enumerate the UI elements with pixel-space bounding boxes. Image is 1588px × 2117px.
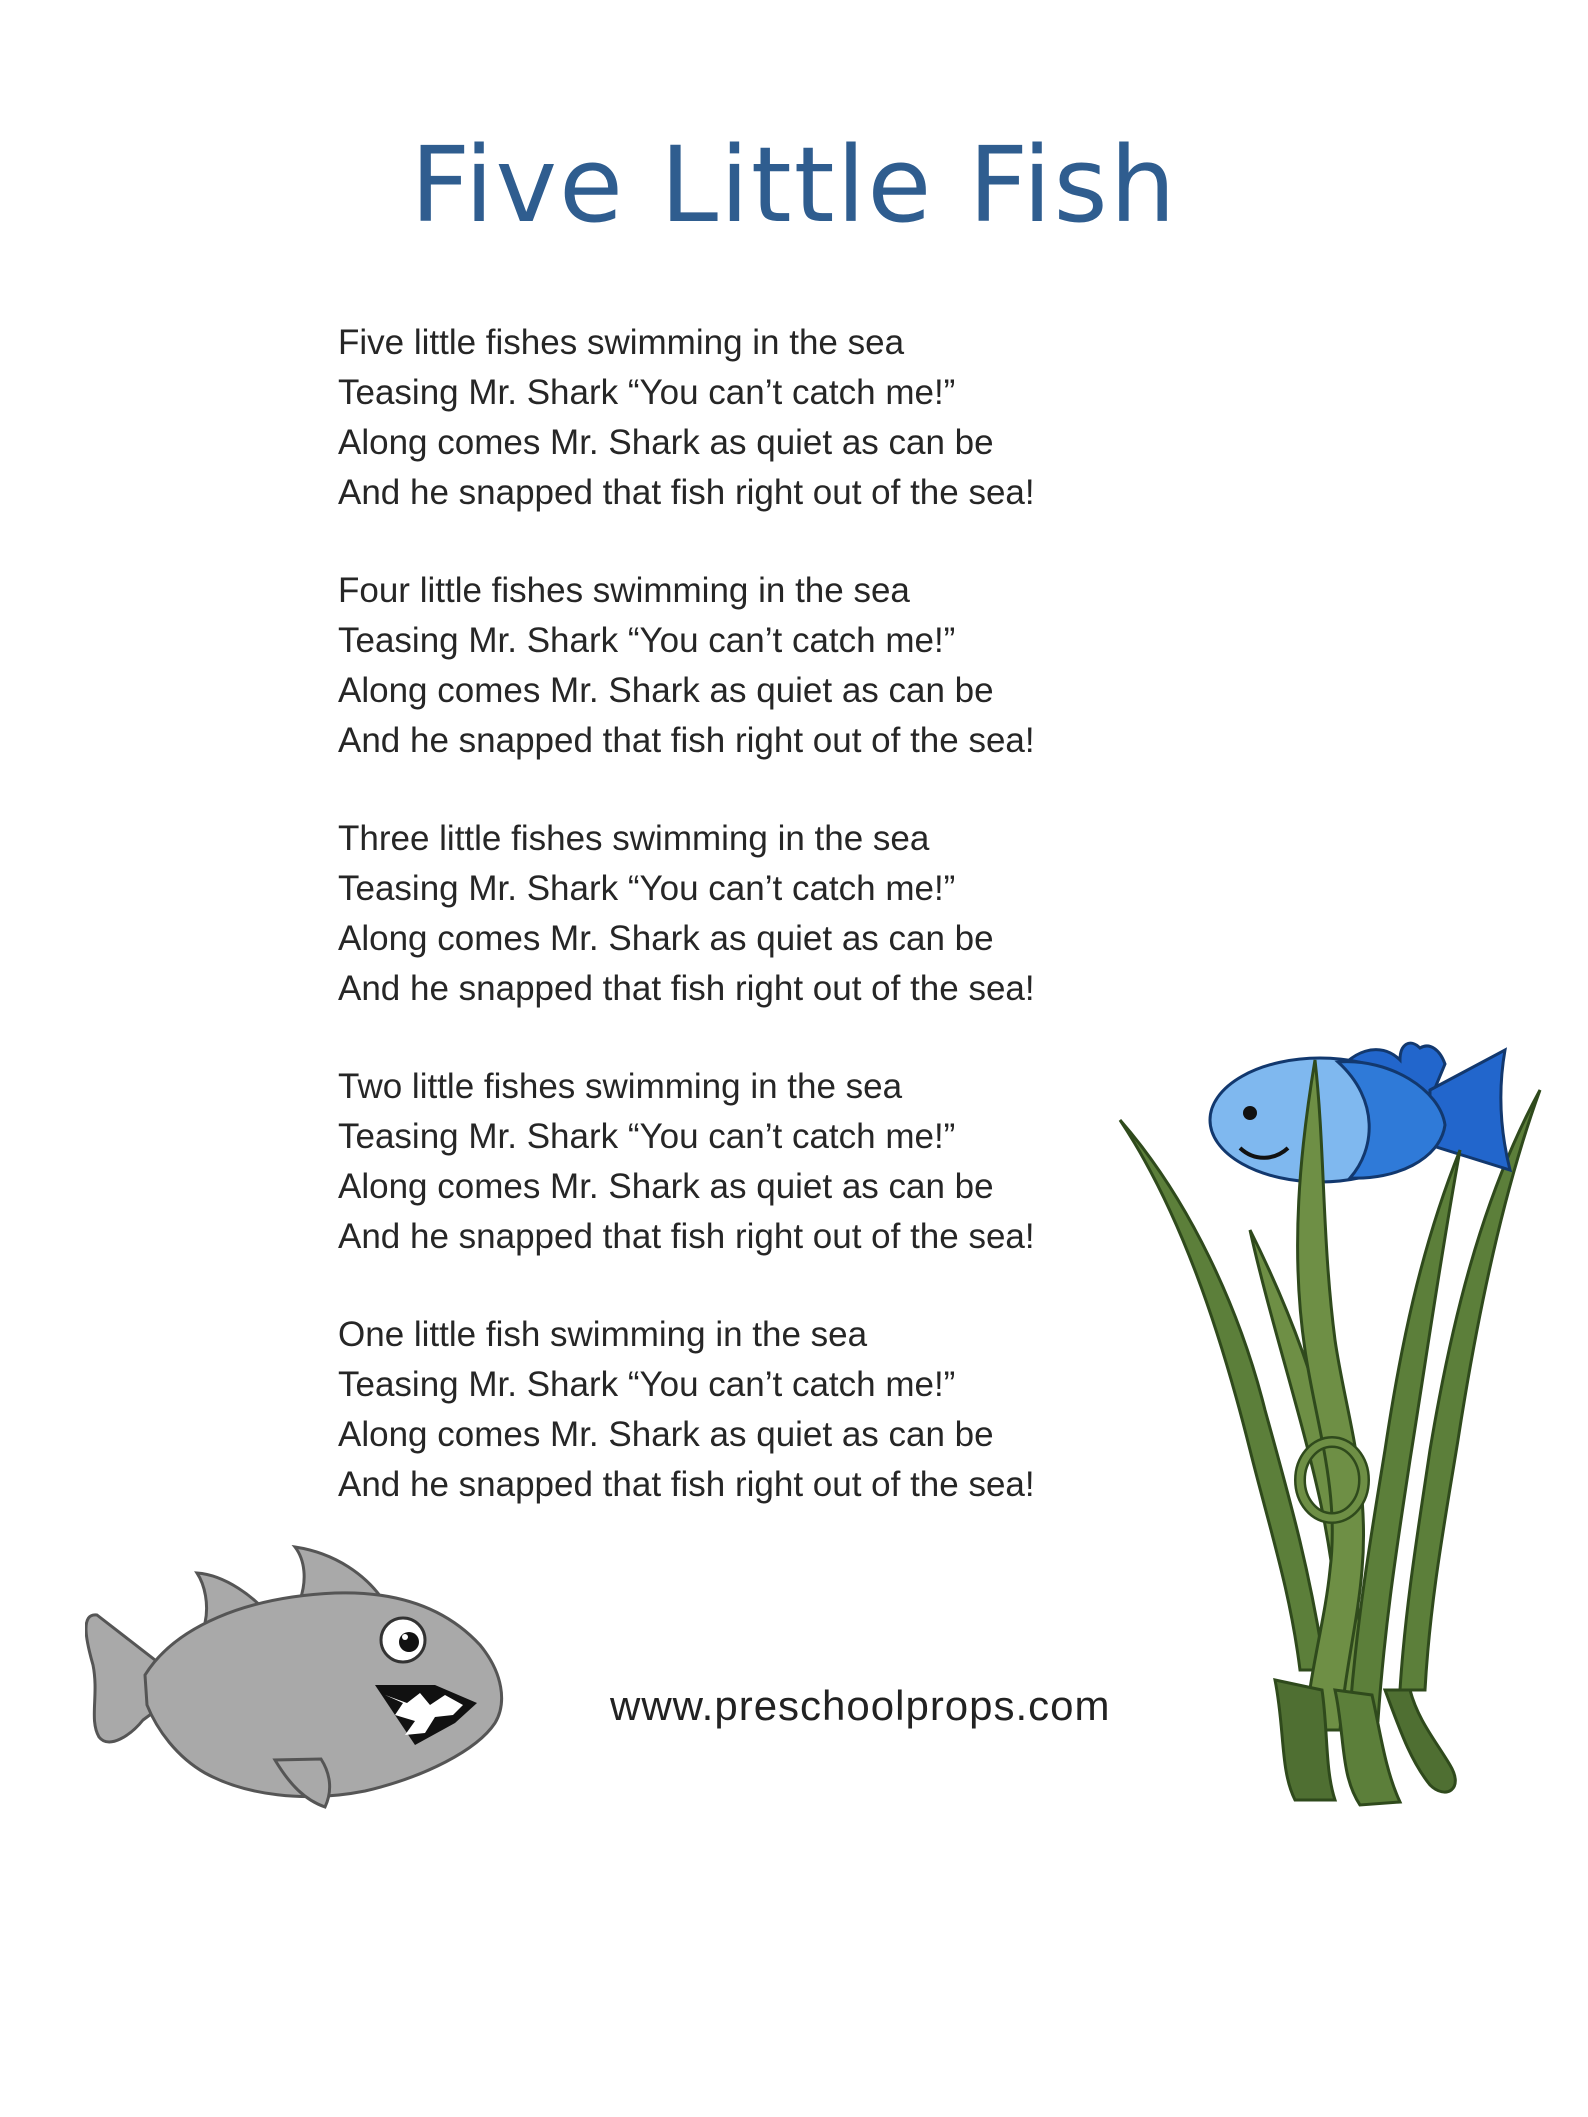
verse-line: One little fish swimming in the sea — [338, 1315, 868, 1354]
verse — [338, 566, 1238, 766]
verse-line: Teasing Mr. Shark “You can’t catch me!” — [338, 869, 956, 908]
verse-line: And he snapped that fish right out of the sea! — [338, 473, 1035, 512]
verse-line: And he snapped that fish right out of the sea! — [338, 1465, 1035, 1504]
verse-line: Along comes Mr. Shark as quiet as can be — [338, 1415, 994, 1454]
verse-line: Four little fishes swimming in the sea — [338, 571, 910, 610]
verse-line: Five little fishes swimming in the sea — [338, 323, 905, 362]
shark-illustration — [85, 1545, 505, 1815]
blue-fish-illustration — [1210, 1043, 1510, 1182]
verse — [338, 318, 1238, 518]
website-url: www.preschoolprops.com — [610, 1682, 1111, 1729]
seaweed-illustration — [1100, 1030, 1550, 1810]
verse-line: Teasing Mr. Shark “You can’t catch me!” — [338, 373, 956, 412]
verse-line: Along comes Mr. Shark as quiet as can be — [338, 423, 994, 462]
verse-line: And he snapped that fish right out of the sea! — [338, 721, 1035, 760]
verse-line: Teasing Mr. Shark “You can’t catch me!” — [338, 1365, 956, 1404]
verse-line: Two little fishes swimming in the sea — [338, 1067, 903, 1106]
verse-line: Along comes Mr. Shark as quiet as can be — [338, 671, 994, 710]
verse-line: Along comes Mr. Shark as quiet as can be — [338, 1167, 994, 1206]
verse-line: Along comes Mr. Shark as quiet as can be — [338, 919, 994, 958]
page-title: Five Little Fish — [410, 124, 1178, 246]
verse-line: Three little fishes swimming in the sea — [338, 819, 930, 858]
verse — [338, 814, 1238, 1014]
verse-line: And he snapped that fish right out of the sea! — [338, 1217, 1035, 1256]
verse-line: And he snapped that fish right out of the sea! — [338, 969, 1035, 1008]
verse-line: Teasing Mr. Shark “You can’t catch me!” — [338, 1117, 956, 1156]
verse-line: Teasing Mr. Shark “You can’t catch me!” — [338, 621, 956, 660]
